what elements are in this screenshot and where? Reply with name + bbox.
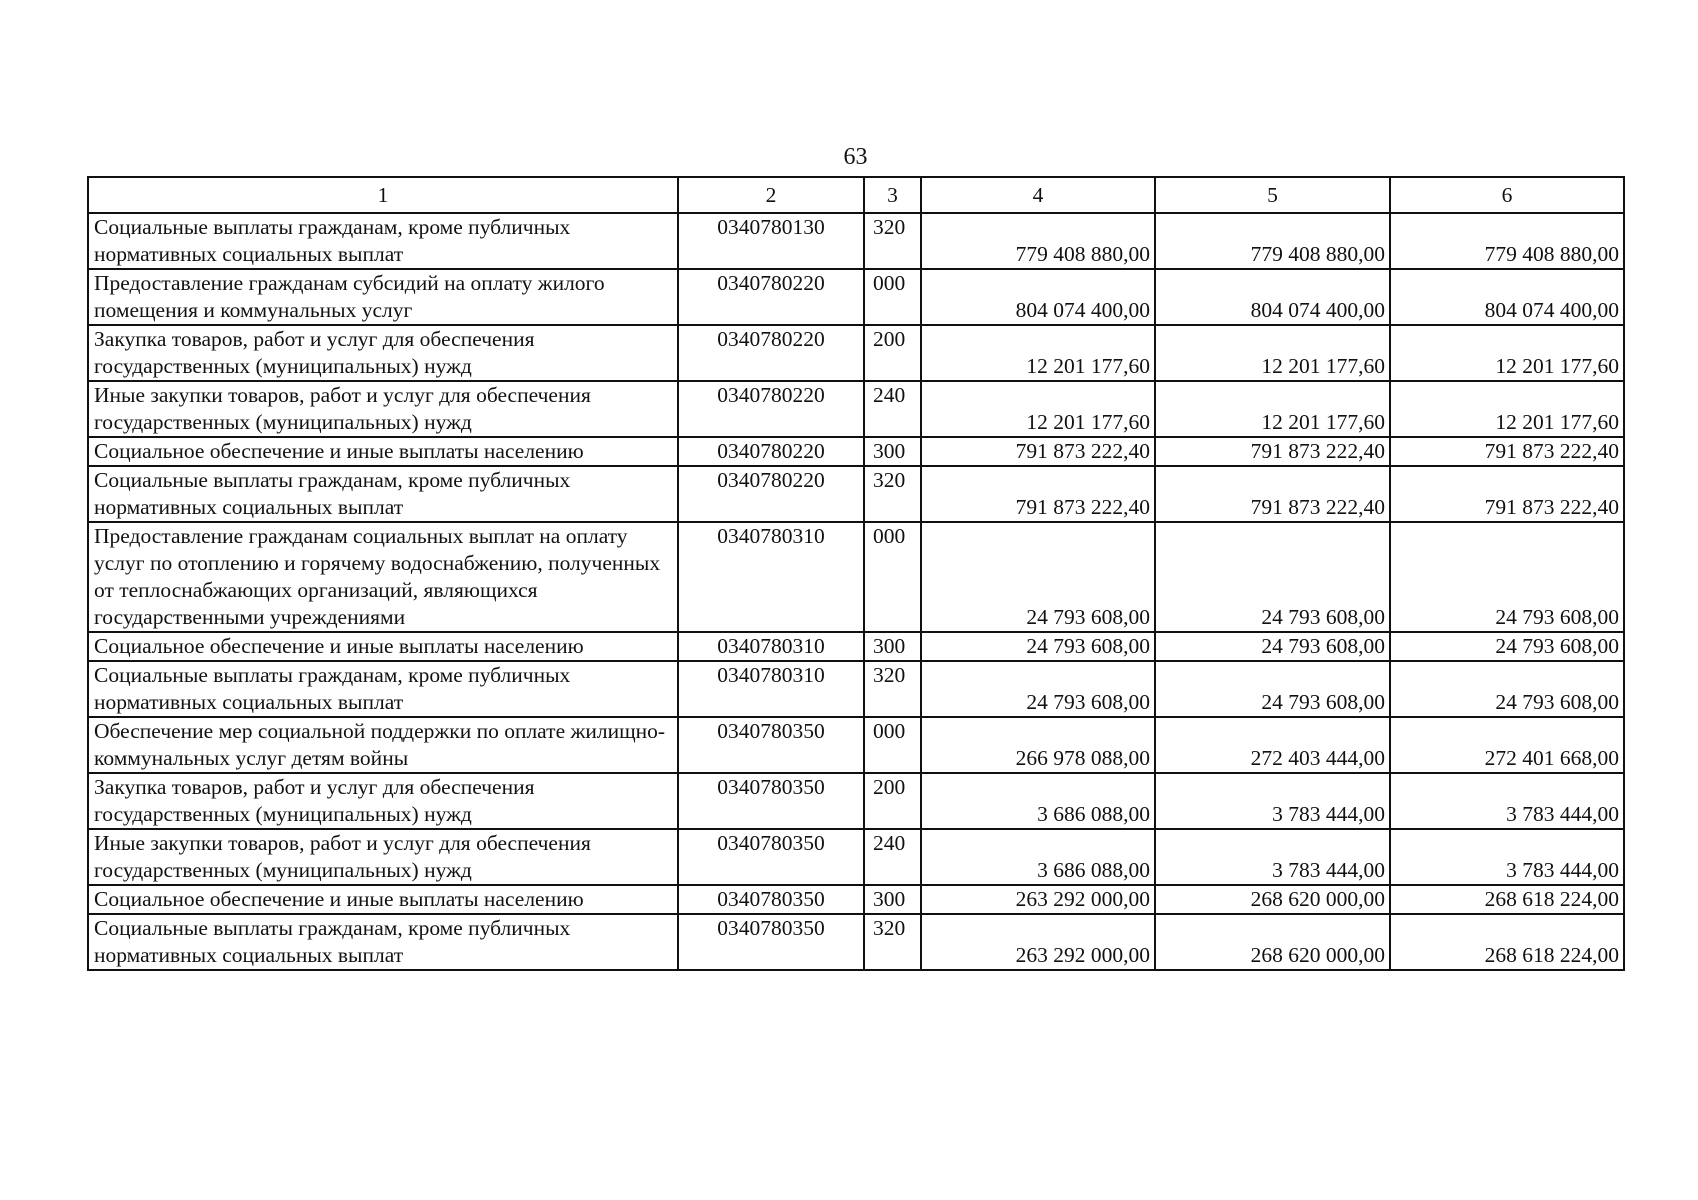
column-header-row <box>88 177 1624 213</box>
row-expense-kind: 200 <box>864 325 921 381</box>
row-target-code: 0340780350 <box>678 829 864 885</box>
row-target-code: 0340780310 <box>678 522 864 632</box>
row-amount-col5: 24 793 608,00 <box>1155 632 1390 661</box>
budget-table <box>87 176 1625 971</box>
row-amount-col6: 3 783 444,00 <box>1390 773 1624 829</box>
row-target-code: 0340780220 <box>678 269 864 325</box>
page-number: 63 <box>843 144 868 170</box>
row-target-code: 0340780220 <box>678 466 864 522</box>
row-target-code: 0340780310 <box>678 661 864 717</box>
row-amount-col4: 779 408 880,00 <box>921 213 1155 269</box>
row-expense-kind: 000 <box>864 717 921 773</box>
row-name: Социальные выплаты гражданам, кроме публичных нормативных социальных выплат <box>88 661 678 717</box>
row-amount-col6: 268 618 224,00 <box>1390 914 1624 970</box>
row-expense-kind: 000 <box>864 522 921 632</box>
row-amount-col5: 791 873 222,40 <box>1155 437 1390 466</box>
row-amount-col4: 266 978 088,00 <box>921 717 1155 773</box>
table-row <box>88 381 1624 437</box>
row-target-code: 0340780220 <box>678 381 864 437</box>
table-row <box>88 466 1624 522</box>
row-expense-kind: 200 <box>864 773 921 829</box>
row-amount-col4: 263 292 000,00 <box>921 914 1155 970</box>
row-name: Предоставление гражданам субсидий на оплату жилого помещения и коммунальных услуг <box>88 269 678 325</box>
row-target-code: 0340780350 <box>678 773 864 829</box>
row-amount-col4: 263 292 000,00 <box>921 885 1155 914</box>
row-expense-kind: 320 <box>864 213 921 269</box>
row-target-code: 0340780350 <box>678 914 864 970</box>
row-name: Закупка товаров, работ и услуг для обеспечения государственных (муниципальных) нужд <box>88 325 678 381</box>
row-name: Обеспечение мер социальной поддержки по оплате жилищно-коммунальных услуг детям войны <box>88 717 678 773</box>
row-amount-col6: 12 201 177,60 <box>1390 381 1624 437</box>
row-name: Иные закупки товаров, работ и услуг для обеспечения государственных (муниципальных) нужд <box>88 381 678 437</box>
row-expense-kind: 320 <box>864 661 921 717</box>
row-name: Социальное обеспечение и иные выплаты населению <box>88 437 678 466</box>
row-amount-col5: 272 403 444,00 <box>1155 717 1390 773</box>
row-amount-col4: 24 793 608,00 <box>921 661 1155 717</box>
row-amount-col5: 268 620 000,00 <box>1155 885 1390 914</box>
row-amount-col5: 3 783 444,00 <box>1155 773 1390 829</box>
row-amount-col4: 12 201 177,60 <box>921 381 1155 437</box>
row-target-code: 0340780220 <box>678 437 864 466</box>
table-row <box>88 773 1624 829</box>
table-row <box>88 213 1624 269</box>
row-expense-kind: 300 <box>864 437 921 466</box>
row-target-code: 0340780350 <box>678 717 864 773</box>
row-amount-col5: 24 793 608,00 <box>1155 522 1390 632</box>
row-amount-col6: 804 074 400,00 <box>1390 269 1624 325</box>
row-target-code: 0340780220 <box>678 325 864 381</box>
row-amount-col6: 24 793 608,00 <box>1390 522 1624 632</box>
row-name: Социальное обеспечение и иные выплаты населению <box>88 632 678 661</box>
row-expense-kind: 000 <box>864 269 921 325</box>
row-amount-col4: 24 793 608,00 <box>921 522 1155 632</box>
row-amount-col6: 24 793 608,00 <box>1390 661 1624 717</box>
row-name: Социальное обеспечение и иные выплаты населению <box>88 885 678 914</box>
row-amount-col4: 791 873 222,40 <box>921 466 1155 522</box>
row-amount-col4: 804 074 400,00 <box>921 269 1155 325</box>
table-row <box>88 829 1624 885</box>
table-row <box>88 632 1624 661</box>
row-name: Социальные выплаты гражданам, кроме публичных нормативных социальных выплат <box>88 466 678 522</box>
row-amount-col6: 12 201 177,60 <box>1390 325 1624 381</box>
row-expense-kind: 300 <box>864 885 921 914</box>
column-header: 1 <box>88 177 678 213</box>
row-amount-col5: 779 408 880,00 <box>1155 213 1390 269</box>
row-amount-col5: 268 620 000,00 <box>1155 914 1390 970</box>
table-row <box>88 325 1624 381</box>
row-target-code: 0340780310 <box>678 632 864 661</box>
row-amount-col4: 12 201 177,60 <box>921 325 1155 381</box>
row-amount-col5: 804 074 400,00 <box>1155 269 1390 325</box>
row-amount-col6: 3 783 444,00 <box>1390 829 1624 885</box>
row-amount-col5: 3 783 444,00 <box>1155 829 1390 885</box>
row-amount-col6: 24 793 608,00 <box>1390 632 1624 661</box>
row-name: Социальные выплаты гражданам, кроме публичных нормативных социальных выплат <box>88 914 678 970</box>
row-expense-kind: 320 <box>864 466 921 522</box>
row-amount-col6: 268 618 224,00 <box>1390 885 1624 914</box>
column-header: 2 <box>678 177 864 213</box>
row-amount-col6: 272 401 668,00 <box>1390 717 1624 773</box>
column-header: 3 <box>864 177 921 213</box>
row-amount-col5: 791 873 222,40 <box>1155 466 1390 522</box>
row-amount-col5: 12 201 177,60 <box>1155 381 1390 437</box>
row-amount-col6: 791 873 222,40 <box>1390 437 1624 466</box>
row-expense-kind: 240 <box>864 381 921 437</box>
row-expense-kind: 240 <box>864 829 921 885</box>
row-amount-col4: 3 686 088,00 <box>921 829 1155 885</box>
row-amount-col4: 3 686 088,00 <box>921 773 1155 829</box>
row-expense-kind: 300 <box>864 632 921 661</box>
row-amount-col5: 12 201 177,60 <box>1155 325 1390 381</box>
table-row <box>88 522 1624 632</box>
row-name: Закупка товаров, работ и услуг для обеспечения государственных (муниципальных) нужд <box>88 773 678 829</box>
column-header: 5 <box>1155 177 1390 213</box>
row-target-code: 0340780130 <box>678 213 864 269</box>
row-amount-col6: 791 873 222,40 <box>1390 466 1624 522</box>
table-row <box>88 914 1624 970</box>
table-row <box>88 661 1624 717</box>
column-header: 6 <box>1390 177 1624 213</box>
table-row <box>88 717 1624 773</box>
row-amount-col5: 24 793 608,00 <box>1155 661 1390 717</box>
row-name: Иные закупки товаров, работ и услуг для обеспечения государственных (муниципальных) нужд <box>88 829 678 885</box>
table-row <box>88 885 1624 914</box>
row-amount-col4: 24 793 608,00 <box>921 632 1155 661</box>
row-target-code: 0340780350 <box>678 885 864 914</box>
row-name: Предоставление гражданам социальных выплат на оплату услуг по отоплению и горячему водоснабжению, полученных от теплоснабжающих организаций, являющихся государственными учреждениями <box>88 522 678 632</box>
row-expense-kind: 320 <box>864 914 921 970</box>
row-amount-col6: 779 408 880,00 <box>1390 213 1624 269</box>
row-amount-col4: 791 873 222,40 <box>921 437 1155 466</box>
column-header: 4 <box>921 177 1155 213</box>
table-row <box>88 269 1624 325</box>
row-name: Социальные выплаты гражданам, кроме публичных нормативных социальных выплат <box>88 213 678 269</box>
table-row <box>88 437 1624 466</box>
